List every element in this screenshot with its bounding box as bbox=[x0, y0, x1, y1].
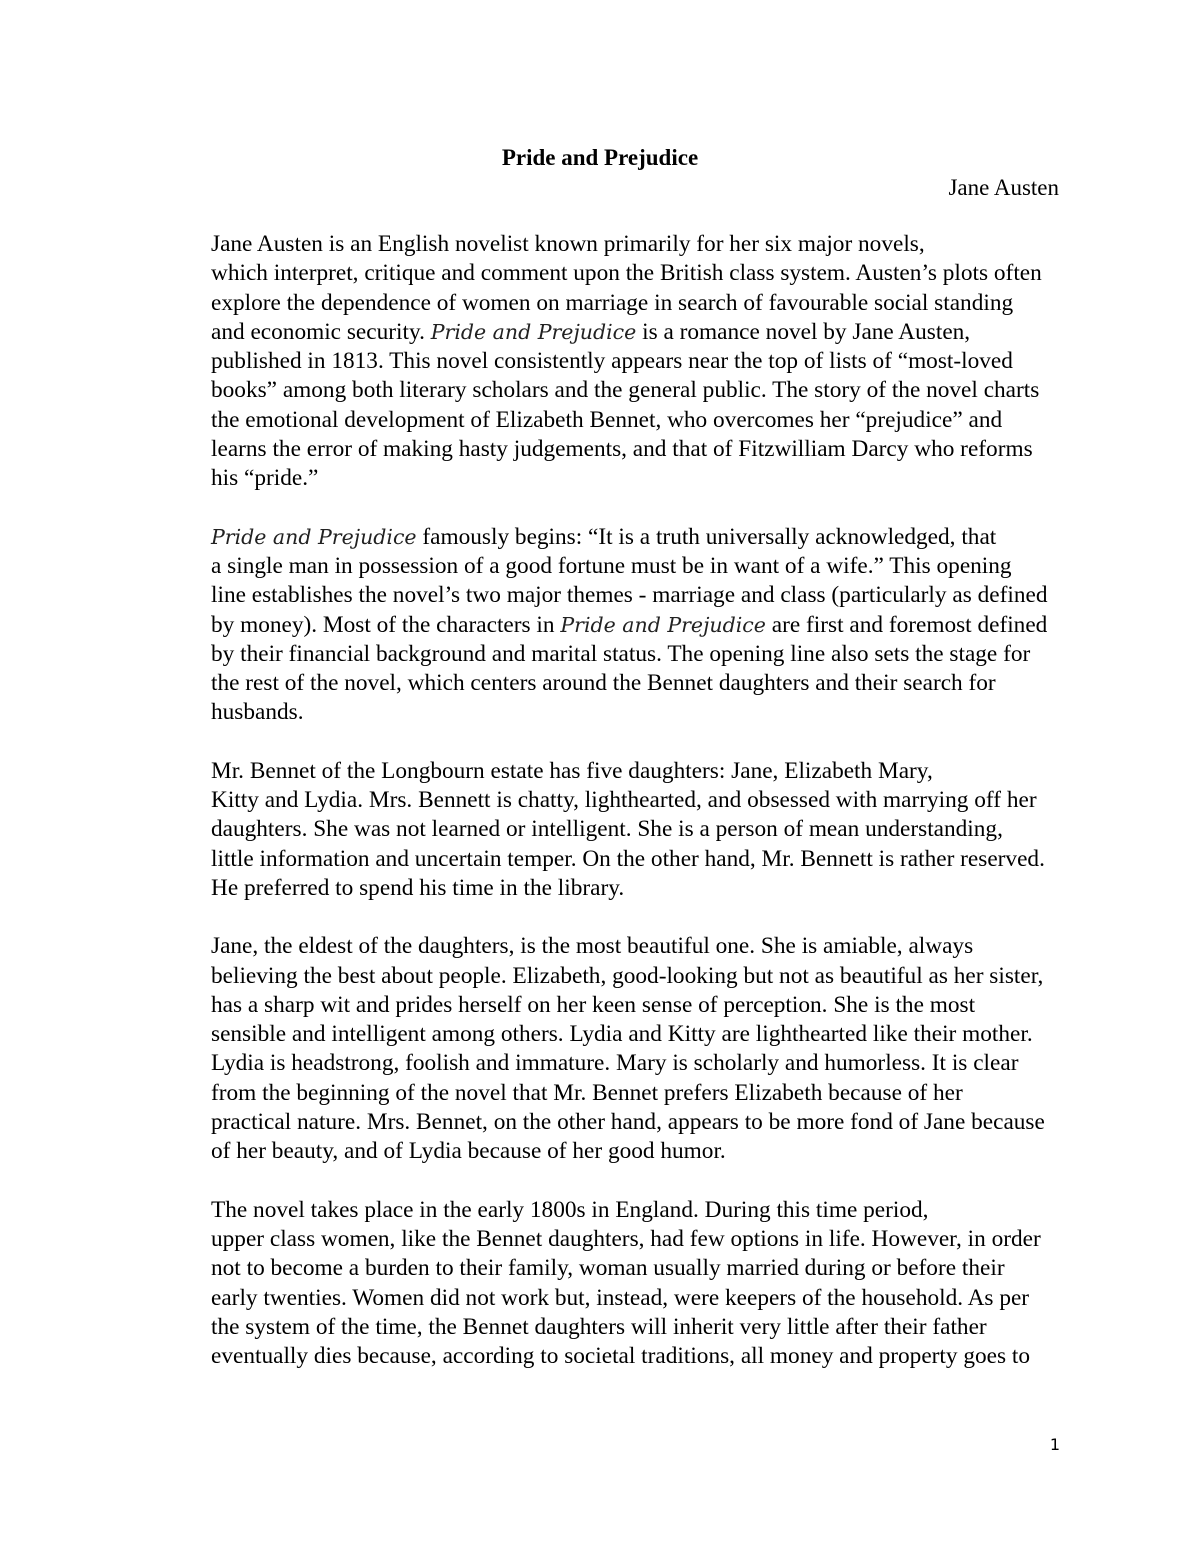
text-line bbox=[141, 523, 1061, 552]
text-line: Kitty and Lydia. Mrs. Bennett is chatty, lighthearted, and obsessed with marrying off her bbox=[211, 787, 1037, 814]
text-line: published in 1813. This novel consistently appears near the top of lists of “most-loved bbox=[211, 348, 1013, 375]
paragraph bbox=[141, 230, 1061, 494]
text-line: which interpret, critique and comment upon the British class system. Austen’s plots often bbox=[211, 260, 1042, 287]
text-line: a single man in possession of a good fortune must be in want of a wife.” This opening bbox=[211, 552, 1012, 579]
text-line: explore the dependence of women on marriage in search of favourable social standing bbox=[211, 289, 1014, 316]
italic-book-title: Pride and Prejudice bbox=[560, 612, 766, 637]
text-line: husbands. bbox=[211, 699, 304, 726]
text-line bbox=[141, 611, 1061, 640]
text-line: Lydia is headstrong, foolish and immature. Mary is scholarly and humorless. It is clear bbox=[211, 1050, 1019, 1077]
text-line: practical nature. Mrs. Bennet, on the other hand, appears to be more fond of Jane because bbox=[211, 1109, 1045, 1136]
text-line: upper class women, like the Bennet daughters, had few options in life. However, in order bbox=[211, 1225, 1041, 1252]
text-line: by their financial background and marital status. The opening line also sets the stage for bbox=[211, 640, 1031, 667]
text-segment: is a romance novel by Jane Austen, bbox=[636, 318, 971, 345]
text-line: line establishes the novel’s two major themes - marriage and class (particularly as defined bbox=[211, 582, 1048, 609]
paragraph bbox=[141, 1196, 1061, 1372]
text-line: little information and uncertain temper. On the other hand, Mr. Bennett is rather reserved. bbox=[211, 845, 1045, 872]
text-line: from the beginning of the novel that Mr. Bennet prefers Elizabeth because of her bbox=[211, 1079, 963, 1106]
text-line: books” among both literary scholars and the general public. The story of the novel charts bbox=[211, 377, 1040, 404]
document-body bbox=[141, 230, 1061, 1371]
text-line: has a sharp wit and prides herself on her keen sense of perception. She is the most bbox=[211, 991, 976, 1018]
paragraph bbox=[141, 932, 1061, 1166]
page-number: 1 bbox=[1049, 1435, 1060, 1454]
text-segment: famously begins: “It is a truth universally acknowledged, that bbox=[416, 523, 997, 550]
text-line: sensible and intelligent among others. Lydia and Kitty are lighthearted like their mother. bbox=[211, 1021, 1033, 1048]
text-line: He preferred to spend his time in the library. bbox=[211, 874, 625, 901]
text-line: Jane Austen is an English novelist known primarily for her six major novels, bbox=[211, 231, 925, 257]
paragraph bbox=[141, 757, 1061, 903]
text-segment: are first and foremost defined bbox=[765, 611, 1048, 638]
text-line: Jane, the eldest of the daughters, is the most beautiful one. She is amiable, always bbox=[211, 933, 974, 960]
document-title: Pride and Prejudice bbox=[501, 145, 699, 170]
text-line: of her beauty, and of Lydia because of her good humor. bbox=[211, 1138, 726, 1165]
document-author: Jane Austen bbox=[948, 175, 1059, 200]
text-line: daughters. She was not learned or intelligent. She is a person of mean understanding, bbox=[211, 816, 1003, 843]
text-line: his “pride.” bbox=[211, 465, 319, 492]
text-line: believing the best about people. Elizabeth, good-looking but not as beautiful as her sister, bbox=[211, 962, 1044, 989]
text-line: the system of the time, the Bennet daughters will inherit very little after their father bbox=[211, 1313, 987, 1340]
text-segment: and economic security. bbox=[211, 318, 431, 345]
italic-book-title: Pride and Prejudice bbox=[430, 319, 637, 344]
text-line: early twenties. Women did not work but, instead, were keepers of the household. As per bbox=[211, 1284, 1030, 1311]
text-line: not to become a burden to their family, woman usually married during or before their bbox=[211, 1255, 1005, 1282]
text-line: learns the error of making hasty judgements, and that of Fitzwilliam Darcy who reforms bbox=[211, 436, 1033, 463]
text-line bbox=[141, 318, 1061, 347]
text-segment: by money). Most of the characters in bbox=[211, 611, 561, 638]
italic-book-title: Pride and Prejudice bbox=[211, 524, 417, 549]
text-line: eventually dies because, according to societal traditions, all money and property goes to bbox=[211, 1343, 1031, 1370]
text-line: the emotional development of Elizabeth Bennet, who overcomes her “prejudice” and bbox=[211, 406, 1003, 433]
paragraph bbox=[141, 523, 1061, 728]
text-line: The novel takes place in the early 1800s in England. During this time period, bbox=[211, 1196, 929, 1223]
text-line: Mr. Bennet of the Longbourn estate has five daughters: Jane, Elizabeth Mary, bbox=[211, 757, 933, 784]
text-line: the rest of the novel, which centers around the Bennet daughters and their search for bbox=[211, 670, 996, 697]
